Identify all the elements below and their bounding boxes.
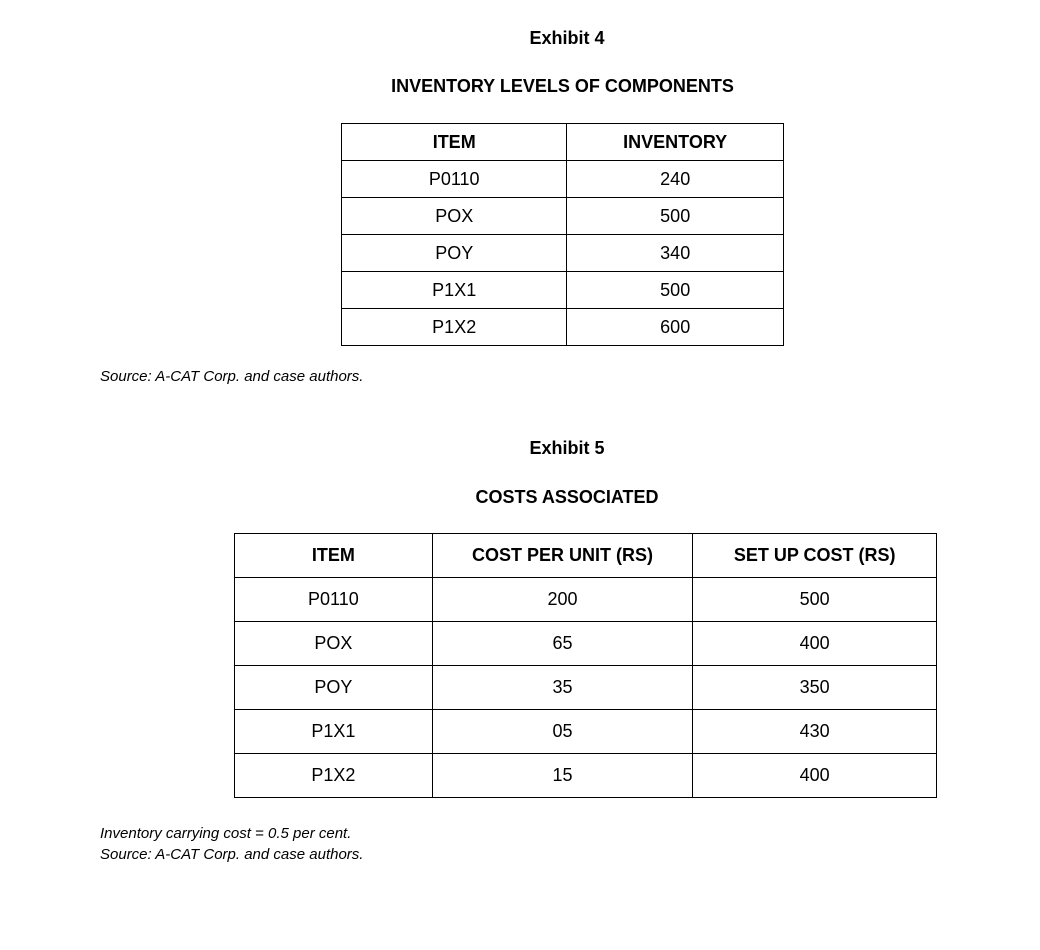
table-header-row [235, 534, 937, 578]
table-header-row [342, 124, 784, 161]
cell-item: P0110 [235, 578, 433, 622]
table-row [235, 578, 937, 622]
cell-item: POX [342, 198, 567, 235]
cell-item: POX [235, 622, 433, 666]
table-row [235, 754, 937, 798]
cell-setup-cost: 400 [693, 754, 937, 798]
cell-cost-per-unit: 200 [432, 578, 693, 622]
cell-cost-per-unit: 15 [432, 754, 693, 798]
cell-item: P1X2 [235, 754, 433, 798]
cell-setup-cost: 500 [693, 578, 937, 622]
cell-item: P1X1 [235, 710, 433, 754]
cell-cost-per-unit: 35 [432, 666, 693, 710]
column-header-inventory: INVENTORY [567, 124, 784, 161]
table-row [235, 622, 937, 666]
cell-item: POY [235, 666, 433, 710]
exhibit-4-label: Exhibit 4 [529, 28, 605, 48]
table-row [342, 309, 784, 346]
cell-item: POY [342, 235, 567, 272]
table-row [342, 161, 784, 198]
cell-inventory: 500 [567, 198, 784, 235]
table-row [342, 198, 784, 235]
exhibit-5-title: COSTS ASSOCIATED [475, 487, 659, 507]
cell-setup-cost: 400 [693, 622, 937, 666]
column-header-item: ITEM [342, 124, 567, 161]
exhibit-5-note: Inventory carrying cost = 0.5 per cent. [100, 825, 352, 842]
costs-table [234, 533, 937, 798]
exhibit-5-label: Exhibit 5 [529, 438, 605, 458]
column-header-setup-cost: SET UP COST (RS) [693, 534, 937, 578]
cell-cost-per-unit: 05 [432, 710, 693, 754]
cell-item: P0110 [342, 161, 567, 198]
cell-setup-cost: 430 [693, 710, 937, 754]
cell-setup-cost: 350 [693, 666, 937, 710]
exhibit-4-title: INVENTORY LEVELS OF COMPONENTS [391, 76, 734, 96]
exhibit-5-source: Source: A-CAT Corp. and case authors. [100, 846, 364, 863]
cell-item: P1X1 [342, 272, 567, 309]
cell-item: P1X2 [342, 309, 567, 346]
cell-inventory: 500 [567, 272, 784, 309]
column-header-item: ITEM [235, 534, 433, 578]
cell-cost-per-unit: 65 [432, 622, 693, 666]
inventory-table [341, 123, 784, 346]
table-row [235, 710, 937, 754]
table-row [342, 235, 784, 272]
column-header-cost-per-unit: COST PER UNIT (RS) [432, 534, 693, 578]
cell-inventory: 340 [567, 235, 784, 272]
cell-inventory: 240 [567, 161, 784, 198]
cell-inventory: 600 [567, 309, 784, 346]
table-row [235, 666, 937, 710]
table-row [342, 272, 784, 309]
exhibit-4-source: Source: A-CAT Corp. and case authors. [100, 368, 364, 385]
